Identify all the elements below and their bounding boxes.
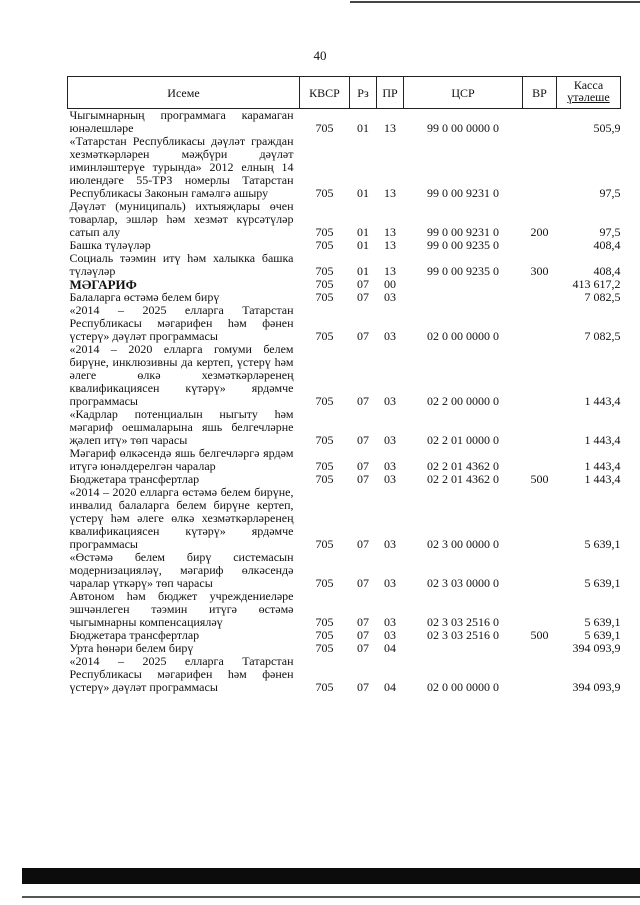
cell-kvsr: 705 (315, 394, 334, 408)
cell-kvsr: 705 (315, 186, 334, 200)
cell-csr: 02 2 01 4362 0 (427, 459, 499, 473)
cell-pr: 03 (384, 537, 396, 551)
cell-pr: 03 (384, 472, 396, 486)
cell-sum: 413 617,2 (572, 277, 621, 291)
page-number: 40 (313, 48, 327, 63)
cell-csr: 02 0 00 0000 0 (427, 680, 499, 694)
cell-sum: 7 082,5 (584, 329, 621, 343)
cell-csr: 99 0 00 9235 0 (427, 238, 499, 252)
cell-kvsr: 705 (315, 264, 334, 278)
cell-sum: 5 639,1 (584, 576, 621, 590)
column-header-vr: ВР (523, 77, 557, 109)
cell-sum: 5 639,1 (584, 537, 621, 551)
cell-rz: 07 (357, 290, 369, 304)
cell-name: «2014 – 2025 елларга Татарстан Республикасы мәгарифен һәм фәнен үстерү» дәүләт программасы (69, 654, 294, 694)
cell-name: «Кадрлар потенциалын ныгыту һәм мәгариф оешмаларына яшь белгечләрне җәлеп итү» төп чарасы (69, 407, 294, 447)
cell-pr: 03 (384, 576, 396, 590)
cell-csr: 02 3 00 0000 0 (427, 537, 499, 551)
cell-vr: 300 (530, 264, 549, 278)
cell-vr (523, 135, 557, 200)
cell-sum: 97,5 (599, 186, 621, 200)
cell-vr (523, 590, 557, 629)
cell-kvsr: 705 (315, 329, 334, 343)
cell-sum: 5 639,1 (584, 628, 621, 642)
cell-name: «2014 – 2025 елларга Татарстан Республикасы мәгарифен һәм фәнен үстерү» дәүләт программасы (69, 303, 294, 343)
cell-name: Дәүләт (муниципаль) ихтыяҗлары өчен товарлар, эшләр һәм хезмәт күрсәтүләр сатып алу (69, 199, 294, 239)
cell-rz: 07 (357, 628, 369, 642)
cell-rz: 07 (357, 615, 369, 629)
cell-csr: 99 0 00 9231 0 (427, 225, 499, 239)
cell-kvsr: 705 (315, 238, 334, 252)
cell-csr (404, 642, 523, 655)
cell-pr: 03 (384, 459, 396, 473)
bottom-scan-bar (22, 868, 640, 884)
cell-sum: 7 082,5 (584, 290, 621, 304)
cell-pr: 03 (384, 628, 396, 642)
cell-vr: 500 (530, 472, 549, 486)
cell-rz: 07 (357, 394, 369, 408)
cell-csr: 02 2 01 0000 0 (427, 433, 499, 447)
cell-vr (523, 278, 557, 291)
cell-vr (523, 551, 557, 590)
cell-pr: 04 (384, 680, 396, 694)
cell-rz: 07 (357, 459, 369, 473)
cell-kvsr: 705 (315, 277, 334, 291)
table-row (68, 655, 621, 694)
cell-vr (523, 486, 557, 551)
cell-kvsr: 705 (315, 472, 334, 486)
cell-kvsr: 705 (315, 576, 334, 590)
budget-table (67, 76, 621, 694)
table-row (68, 304, 621, 343)
cell-kvsr: 705 (315, 433, 334, 447)
table-row (68, 252, 621, 278)
cell-rz: 07 (357, 329, 369, 343)
cell-pr: 13 (384, 121, 396, 135)
cell-csr (404, 278, 523, 291)
cell-kvsr: 705 (315, 615, 334, 629)
cell-name: Башка түләүләр (69, 238, 151, 252)
cell-name: Бюджетара трансфертлар (69, 472, 200, 486)
cell-sum: 394 093,9 (572, 680, 621, 694)
cell-csr: 02 3 03 0000 0 (427, 576, 499, 590)
cell-kvsr: 705 (315, 537, 334, 551)
cell-vr: 200 (530, 225, 549, 239)
column-header-csr: ЦСР (404, 77, 523, 109)
cell-sum: 5 639,1 (584, 615, 621, 629)
cell-kvsr: 705 (315, 290, 334, 304)
cell-pr: 13 (384, 264, 396, 278)
cell-kvsr: 705 (315, 680, 334, 694)
cell-sum: 408,4 (593, 238, 621, 252)
cell-kvsr: 705 (315, 628, 334, 642)
cell-name: «2014 – 2020 елларга өстәмә белем бирүне, инвалид балаларга белем бирүне кертеп, үстерү һәм әлеге өлкә хезмәткәрләренең квалификациясен күтәрү» ярдәмче программасы (69, 485, 294, 551)
column-header-pr: ПР (377, 77, 404, 109)
cell-vr (523, 642, 557, 655)
cell-vr (523, 109, 557, 136)
cell-csr: 02 2 01 4362 0 (427, 472, 499, 486)
cell-name: Мәгариф өлкәсендә яшь белгечләргә ярдәм итүгә юнәлдерелгән чаралар (69, 446, 294, 473)
table-row (68, 447, 621, 473)
cell-rz: 07 (357, 433, 369, 447)
cell-vr (523, 655, 557, 694)
cell-csr: 99 0 00 9235 0 (427, 264, 499, 278)
column-header-sum (557, 77, 621, 109)
cell-rz: 07 (357, 641, 369, 655)
cell-name: «2014 – 2020 елларга гомуми белем бирүне, инклюзивны да кертеп, үстерү һәм әлеге өлкә хезмәткәрләренең квалификациясен күтәрү» ярдәмче программасы (69, 342, 294, 408)
column-header-name: Исеме (68, 77, 300, 109)
cell-pr: 03 (384, 290, 396, 304)
table-header (68, 77, 621, 109)
cell-vr (523, 239, 557, 252)
cell-sum: 1 443,4 (584, 459, 621, 473)
cell-vr (523, 447, 557, 473)
cell-pr: 00 (384, 277, 396, 291)
cell-sum: 408,4 (593, 264, 621, 278)
cell-csr: 02 3 03 2516 0 (427, 628, 499, 642)
cell-rz: 07 (357, 680, 369, 694)
cell-name: Балаларга өстәмә белем бирү (69, 290, 220, 304)
cell-csr (404, 291, 523, 304)
table-row (68, 486, 621, 551)
column-header-rz: Рз (350, 77, 377, 109)
table-row (68, 551, 621, 590)
table-row (68, 408, 621, 447)
cell-name: МӘГАРИФ (69, 277, 137, 292)
cell-rz: 01 (357, 264, 369, 278)
cell-name: «Өстәмә белем бирү системасын модернизацияләү, мәгариф өлкәсендә чаралар үткәрү» төп чарасы (69, 550, 294, 590)
cell-rz: 07 (357, 472, 369, 486)
column-header-sum-line2: үтәлеше (567, 90, 610, 104)
cell-pr: 03 (384, 615, 396, 629)
cell-vr (523, 343, 557, 408)
cell-pr: 13 (384, 186, 396, 200)
cell-rz: 07 (357, 576, 369, 590)
cell-csr: 02 2 00 0000 0 (427, 394, 499, 408)
table-row (68, 200, 621, 239)
cell-csr: 99 0 00 0000 0 (427, 121, 499, 135)
cell-rz: 07 (357, 277, 369, 291)
cell-kvsr: 705 (315, 225, 334, 239)
cell-pr: 13 (384, 225, 396, 239)
table-row (68, 343, 621, 408)
cell-csr: 02 3 03 2516 0 (427, 615, 499, 629)
cell-sum: 1 443,4 (584, 394, 621, 408)
table-row (68, 109, 621, 136)
top-scan-line (350, 1, 640, 3)
cell-name: Социаль тәэмин итү һәм халыкка башка түләүләр (69, 251, 294, 278)
cell-rz: 01 (357, 225, 369, 239)
column-header-sum-line1: Касса (573, 78, 604, 92)
column-header-kvsr: КВСР (300, 77, 350, 109)
cell-kvsr: 705 (315, 459, 334, 473)
cell-rz: 07 (357, 537, 369, 551)
cell-csr: 02 0 00 0000 0 (427, 329, 499, 343)
cell-name: Чыгымнарның программага карамаган юнәлешләре (69, 108, 294, 135)
cell-pr: 03 (384, 329, 396, 343)
cell-rz: 01 (357, 238, 369, 252)
cell-csr: 99 0 00 9231 0 (427, 186, 499, 200)
cell-pr: 13 (384, 238, 396, 252)
cell-pr: 03 (384, 433, 396, 447)
cell-name: Автоном һәм бюджет учреждениеләре эшчәнлеген тәэмин итүгә өстәмә чыгымнарны компенсацияләү (69, 589, 294, 629)
cell-name: «Татарстан Республикасы дәүләт граждан хезмәткәрләрен мәҗбүри дәүләт иминләштерүе турында» 2012 елның 14 июлендәге 55-ТРЗ номерлы Татарстан Республикасы Законын гамәлгә ашыру (69, 134, 294, 200)
cell-vr (523, 291, 557, 304)
cell-sum: 97,5 (599, 225, 621, 239)
cell-sum: 1 443,4 (584, 433, 621, 447)
table-row (68, 590, 621, 629)
cell-pr: 03 (384, 394, 396, 408)
cell-name: Урта һөнәри белем бирү (69, 641, 194, 655)
cell-vr (523, 304, 557, 343)
cell-pr: 04 (384, 641, 396, 655)
cell-vr: 500 (530, 628, 549, 642)
table-body (68, 109, 621, 695)
cell-name: Бюджетара трансфертлар (69, 628, 200, 642)
cell-vr (523, 408, 557, 447)
cell-sum: 1 443,4 (584, 472, 621, 486)
bottom-scan-line (22, 896, 640, 898)
cell-kvsr: 705 (315, 121, 334, 135)
cell-sum: 505,9 (593, 121, 621, 135)
cell-sum: 394 093,9 (572, 641, 621, 655)
cell-rz: 01 (357, 121, 369, 135)
cell-kvsr: 705 (315, 641, 334, 655)
table-row (68, 135, 621, 200)
cell-rz: 01 (357, 186, 369, 200)
